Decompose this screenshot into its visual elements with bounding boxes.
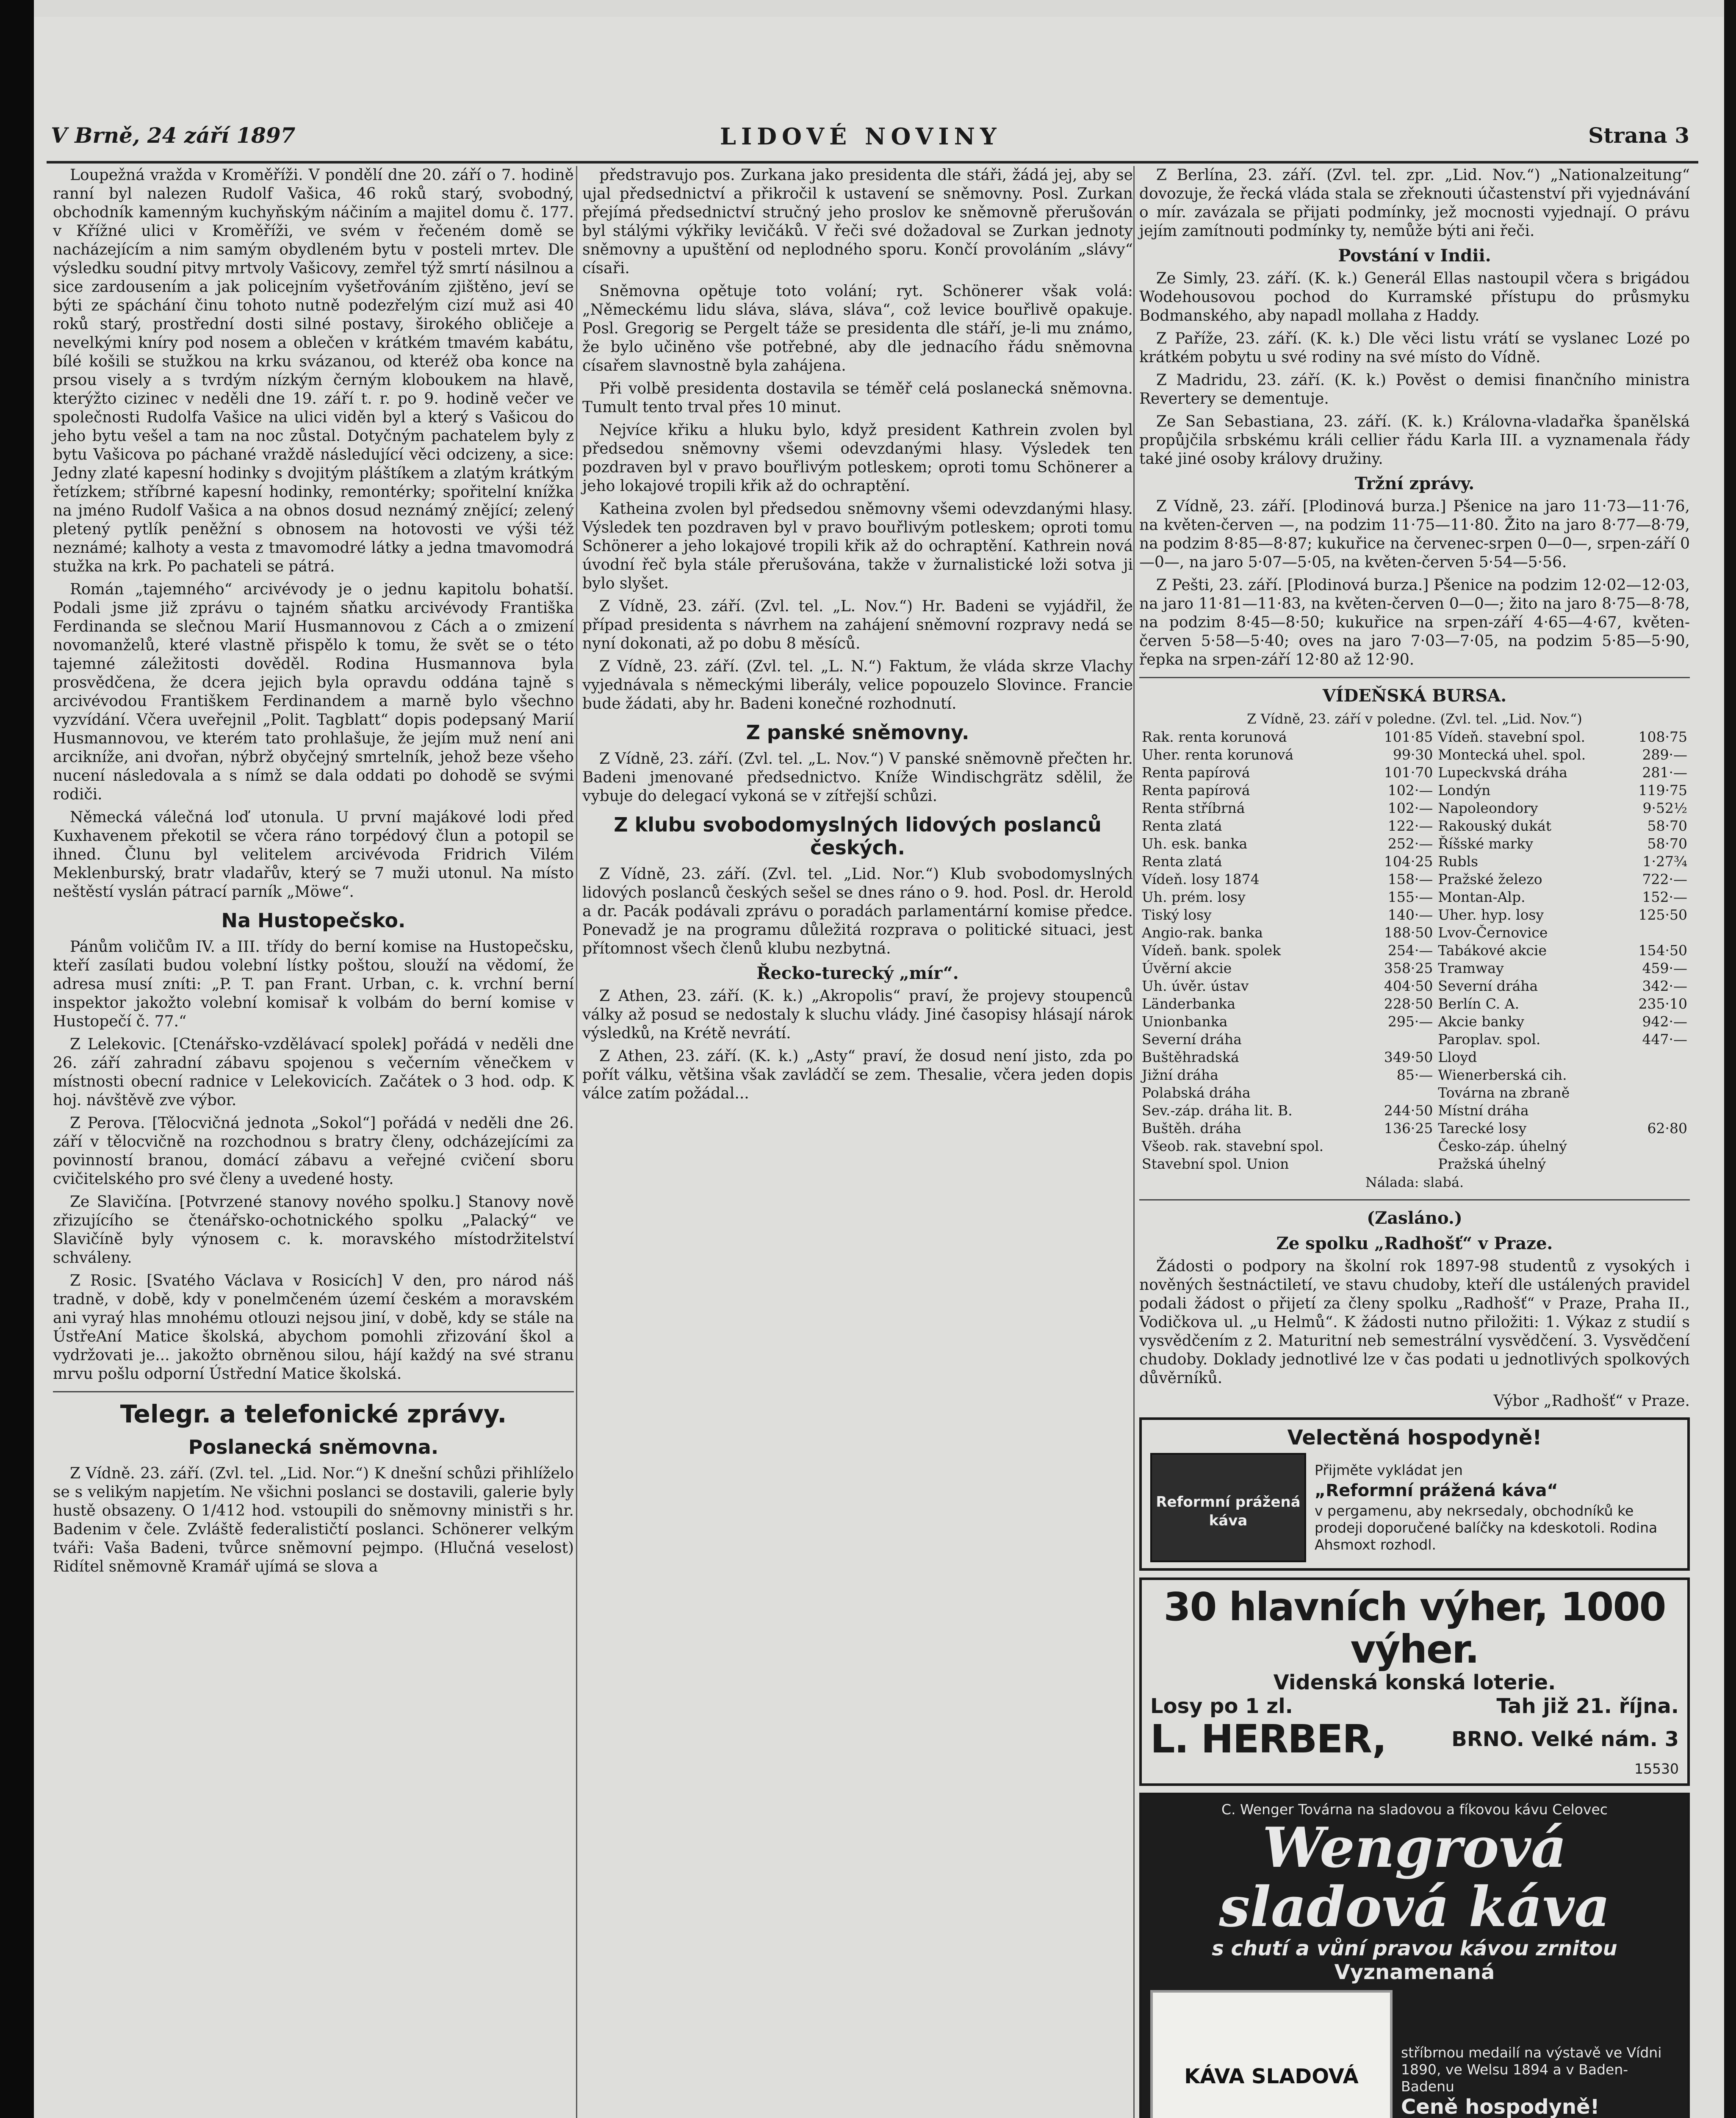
bursa-mood: Nálada: slabá.	[1365, 1174, 1464, 1190]
bursa-price: 108·75	[1638, 729, 1687, 745]
bursa-item: Berlín C. A.	[1438, 995, 1520, 1012]
bursa-price: 252·—	[1387, 835, 1433, 852]
bursa-item: Severní dráha	[1142, 1031, 1242, 1048]
bursa-price: 289·—	[1642, 746, 1687, 763]
bursa-price: 404·50	[1384, 978, 1433, 994]
heading-radhost: Ze spolku „Radhošť“ v Praze.	[1276, 1234, 1553, 1253]
ad-wengrova-kava	[1139, 1793, 1690, 2118]
bursa-price: 295·—	[1387, 1013, 1433, 1030]
ad-reformni-line2: v pergamenu, aby nekrsedaly, obchodníků ke prodeji doporučené balíčky na kdeskotoli. Rodina Ahsmoxt rozhodl.	[1315, 1503, 1658, 1553]
signature-radhost: Výbor „Radhošť“ v Praze.	[1493, 1392, 1690, 1410]
bursa-price: 349·50	[1384, 1049, 1433, 1065]
bursa-price: 102·—	[1387, 800, 1433, 816]
heading-zaslano: (Zasláno.)	[1367, 1208, 1462, 1228]
bursa-item: Montan-Alp.	[1438, 889, 1526, 905]
bursa-price	[1623, 1102, 1690, 1120]
ad-wengrova-top: C. Wenger Továrna na sladovou a fíkovou kávu Celovec	[1221, 1801, 1608, 1818]
bursa-row	[1139, 817, 1690, 835]
issue-date: V Brně, 24 září 1897	[51, 123, 296, 148]
bursa-row	[1139, 870, 1690, 888]
article-athen2: Z Athen, 23. září. (K. k.) „Asty“ praví, že dosud není jisto, zda po pořít válku, většina však zavládčí se zem. Thesalie, včera jeden dopis válce zatím požádal...	[582, 1048, 1133, 1102]
heading-poslanecka: Poslanecká sněmovna.	[188, 1436, 439, 1458]
article-volba: Při volbě presidenta dostavila se téměř celá poslanecká sněmovna. Tumult tento trval přes 10 minut.	[582, 380, 1133, 416]
article-hustopecsko: Pánům voličům IV. a III. třídy do berní komise na Hustopečsku, kteří zasílati budou volební lístky poštou, slouží na vědomí, že adresa musí zníti: „P. T. pan Frant. Urban, c. k. vrchní berní inspektor jakožto volební komisař k volbám do berní komise v Hustopečí č. 77.“	[53, 938, 574, 1030]
column-divider	[576, 166, 577, 2118]
bursa-price: 101·70	[1384, 764, 1433, 781]
article-pariz: Z Paříže, 23. září. (K. k.) Dle věci listu vrátí se vyslanec Lozé po krátkém pobytu u své rodiny na své místo do Vídně.	[1139, 330, 1690, 366]
bursa-price: 102·—	[1387, 782, 1433, 798]
bursa-price	[1369, 1084, 1436, 1102]
article-zurkan: předstravujo pos. Zurkana jako presidenta dle stáři, žádá jej, aby se ujal předsednictví a přikročil k ustavení se sněmovny. Posl. Zurkan přejímá předsednictví stručný jeho proslov ke sněmovně přerušován byl stálými výkřiky levičáků. V řeči své dožadoval se Zurkan jednoty sněmovny a upuštění od neplodného sporu. Končí provoláním „slávy“ císaři.	[582, 166, 1133, 277]
bursa-price	[1369, 1031, 1436, 1048]
bursa-price: 459·—	[1642, 960, 1687, 976]
bursa-price: 125·50	[1638, 907, 1687, 923]
section-rule	[1139, 677, 1690, 678]
bursa-price	[1623, 1084, 1690, 1102]
bursa-item: Jižní dráha	[1142, 1067, 1218, 1083]
ad-wengrova-package-image	[1150, 1990, 1393, 2118]
bursa-row	[1139, 924, 1690, 942]
ad-wengrova-slogan: s chutí a vůní pravou kávou zrnitou	[1212, 1937, 1617, 1960]
bursa-item: Länderbanka	[1142, 995, 1235, 1012]
bursa-price: 722·—	[1642, 871, 1687, 887]
bursa-price: 188·50	[1384, 924, 1433, 941]
bursa-item: Uher. hyp. losy	[1438, 907, 1544, 923]
ad-wengrova-title: Wengrová sladová káva	[1219, 1815, 1610, 1939]
ad-wengrova-label: Ceně hospodyně!	[1401, 2095, 1600, 2118]
bursa-item: Továrna na zbraně	[1438, 1084, 1570, 1101]
bursa-row	[1139, 1013, 1690, 1031]
article-madrid: Z Madridu, 23. září. (K. k.) Pověst o demisi finančního ministra Revertery se dementuje.	[1139, 371, 1690, 408]
bursa-price: 358·25	[1384, 960, 1433, 976]
bursa-item: Tabákové akcie	[1438, 942, 1547, 959]
bursa-item: Vídeň. bank. spolek	[1142, 942, 1281, 959]
ad-loterie-draw: Tah již 21. října.	[1496, 1694, 1679, 1718]
bursa-item: Montecká uhel. spol.	[1438, 746, 1586, 763]
bursa-price: 235·10	[1638, 995, 1687, 1012]
bursa-row	[1139, 977, 1690, 995]
bursa-item: Akcie banky	[1438, 1013, 1524, 1030]
heading-indie: Povstání v Indii.	[1338, 246, 1491, 266]
bursa-row	[1139, 1155, 1690, 1173]
article-slavicin: Ze Slavičína. [Potvrzené stanovy nového spolku.] Stanovy nově zřizujícího se čtenářsko-ochotnického spolku „Palacký“ ve Slavičíně byly výnosem c. k. moravského místodržitelství schváleny.	[53, 1193, 574, 1267]
bursa-row	[1139, 853, 1690, 870]
bursa-item: Tiský losy	[1142, 907, 1212, 923]
bursa-item: Sev.-záp. dráha lit. B.	[1142, 1102, 1293, 1119]
bursa-row	[1139, 764, 1690, 782]
bursa-item: Uh. esk. banka	[1142, 835, 1248, 852]
bursa-price: 152·—	[1642, 889, 1687, 905]
article-san-sebastian: Ze San Sebastiana, 23. září. (K. k.) Královna-vladařka španělská propůjčila srbskému králi cellier řádu Karla III. a vyznamenala řády také jiné osoby královy družiny.	[1139, 413, 1690, 468]
masthead-rule	[47, 161, 1698, 164]
bursa-price	[1623, 1155, 1690, 1173]
bursa-price: 1·27¾	[1642, 853, 1687, 870]
bursa-item: Lvov-Černovice	[1438, 924, 1548, 941]
article-schonerer: Sněmovna opětuje toto volání; ryt. Schönerer však volá: „Německému lidu sláva, sláva, sláva“, což levice bouřlivě opakuje. Posl. Gregorig se Pergelt táže se presidenta dle stáří, je-li mu známo, že bylo učiněno vše potřebné, aby dle jednacího řádu sněmovna císařem slavnostně byla zahájena.	[582, 283, 1133, 374]
bursa-price: 104·25	[1384, 853, 1433, 870]
article-vieden-snemovna: Z Vídně. 23. září. (Zvl. tel. „Lid. Nor.“) K dnešní schůzi přihlíželo se s velikým napjetím. Ne všichni poslanci se dostavili, galerie byly hustě obsazeny. O 1/412 hod. vstoupili do sněmovny ministři s hr. Badenim v čele. Zvláště federalističtí poslanci. Schönerer velkým tváři: Vaša Badeni, tvůrce sněmovní pejmpo. (Hlučná veselost) Ridítel sněmovně Kramář ujímá se slova a	[53, 1465, 574, 1575]
ad-loterie-name: Videnská konská loterie.	[1273, 1671, 1556, 1694]
ad-wengrova-pack-label: KÁVA SLADOVÁ	[1184, 2065, 1359, 2088]
bursa-row	[1139, 799, 1690, 817]
bursa-row	[1139, 1120, 1690, 1137]
bursa-row	[1139, 1084, 1690, 1102]
bursa-item: Renta papírová	[1142, 764, 1250, 781]
bursa-item: Severní dráha	[1438, 978, 1538, 994]
bursa-row	[1139, 1048, 1690, 1066]
article-kathrein: Nejvíce křiku a hluku bylo, když president Kathrein zvolen byl předsedou sněmovny všemi odevzdanými hlasy. Výsledek ten pozdraven byl v pravo bouřlivým potleskem; oproti tomu Schönerer a jeho lokajové tropili křik až do ochraptění.	[582, 421, 1133, 495]
bursa-price	[1369, 1155, 1436, 1173]
bursa-row	[1139, 728, 1690, 746]
heading-panska: Z panské sněmovny.	[746, 721, 969, 744]
bursa-price: 62·80	[1647, 1120, 1687, 1137]
bursa-price: 136·25	[1384, 1120, 1433, 1137]
article-kathrein-rec: Katheina zvolen byl předsedou sněmovny všemi odevzdanými hlasy. Výsledek ten pozdraven byl v pravo bouřlivým potleskem; oproti tomu Schönerer a jeho lokajové tropili křik až do ochraptění. Kathrein nová úvodní řeč byla stále přerušována, takže v žurnalistické loži sotva ji bylo slyšet.	[582, 500, 1133, 592]
bursa-price: 99·30	[1393, 746, 1433, 763]
bursa-row	[1139, 888, 1690, 906]
ad-loterie-headline: 30 hlavních výher, 1000 výher.	[1163, 1584, 1666, 1672]
bursa-price: 119·75	[1638, 782, 1687, 798]
bursa-item: Uh. prém. losy	[1142, 889, 1246, 905]
ad-loterie-number: 15530	[1634, 1760, 1679, 1777]
newspaper-title: LIDOVÉ NOVINY	[720, 123, 1002, 150]
bursa-row	[1139, 1031, 1690, 1048]
bursa-row	[1139, 746, 1690, 764]
section-rule	[53, 1391, 574, 1392]
bursa-item: Lloyd	[1438, 1049, 1477, 1065]
bursa-item: Angio-rak. banka	[1142, 924, 1263, 941]
bursa-item: Tarecké losy	[1438, 1120, 1527, 1137]
bursa-price: 942·—	[1642, 1013, 1687, 1030]
bursa-price: 158·—	[1387, 871, 1433, 887]
bursa-price: 9·52½	[1642, 800, 1687, 816]
bursa-price: 140·—	[1387, 907, 1433, 923]
ad-reformni-title: Velectěná hospodyně!	[1287, 1426, 1542, 1450]
heading-videnska-bursa: VÍDEŇSKÁ BURSA.	[1322, 686, 1507, 706]
article-kromeriz: Loupežná vražda v Kroměříži. V pondělí dne 20. září o 7. hodině ranní byl nalezen Rudolf Vašica, 46 roků starý, svobodný, obchodník kamenným kuchyňským náčiním a majitel domu č. 177. v Křížné ulici v Kroměříži, ve svém v řečeném domě se nacházejícím a nim samým obydleném bytu v posteli mrtev. Dle výsledku soudní pitvy mrtvoly Vašicovy, zemřel týž smrtí násilnou a sice zardousením a jak policejním vyšetřováním zjištěno, jeví se býti ze spáchání činu tohoto nutně podezřelým cizí muž asi 40 roků starý, prostřední dosti silné postavy, širokého obličeje a nevelkými kníry pod nosem a oblečen v krátkém tmavém kabátu, bílé košili se stužkou na krku svázanou, od kteréž oba konce na prsou visely a s tvrdým nízkým černým kloboukem na hlavě, kterýžto cizinec v neděli dne 19. září t. r. po 9. hodině večer ve společnosti Rudolfa Vašice na ulici viděn byl a který s Vašicou do jeho bytu vešel a tam na noc zůstal. Dotyčným pachatelem byly z bytu Vašicova po páchané vraždě následující věci odcizeny, a sice: Jedny zlaté kapesní hodinky s dvojitým pláštíkem a zlatým krátkým řetízkem; stříbrné kapesní hodinky, remontérky; spořitelní knížka na jméno Rudolf Vašica a na obnos dosud neznámý znějící; zelený pletený pytlík peněžní s obnosem na hotovosti ve výši též neznámé; kalhoty a vesta z tmavomodré látky a jedna tmavomodrá stužka na krk. Po pachateli se pátrá.	[53, 166, 574, 575]
bursa-price	[1623, 1048, 1690, 1066]
bursa-row	[1139, 959, 1690, 977]
bursa-price: 58·70	[1647, 818, 1687, 834]
bursa-price: 85·—	[1396, 1067, 1433, 1083]
article-badeni: Z Vídně, 23. září. (Zvl. tel. „L. Nov.“) Hr. Badeni se vyjádřil, že případ presidenta s návrhem na zahájení sněmovní rozpravy nedá se nyní dokonati, až po dobu 8 měsíců.	[582, 598, 1133, 652]
bursa-row	[1139, 782, 1690, 799]
bursa-item: Renta zlatá	[1142, 853, 1222, 870]
heading-telegr: Telegr. a telefonické zprávy.	[120, 1400, 507, 1428]
bursa-row	[1139, 942, 1690, 959]
bursa-item: Rak. renta korunová	[1142, 729, 1287, 745]
bursa-item: Polabská dráha	[1142, 1084, 1251, 1101]
column-right	[1139, 166, 1690, 2118]
bursa-item: Renta zlatá	[1142, 818, 1222, 834]
bursa-item: Renta stříbrná	[1142, 800, 1245, 816]
article-rosice: Z Rosic. [Svatého Václava v Rosicích] V den, pro národ náš tradně, v době, kdy v ponelmčeném území českém a moravském ani vyraý hlas mnohému otlouzi nejsou jiní, v době, kdy se stále na ÚstřeAní Matice školská, abychom pomohli zřizování škol a vydržovati je... jakožto obrněnou silou, hájí každý na své stranu mrvu pošlu odporní Ústřední Matice školská.	[53, 1272, 574, 1383]
bursa-price: 254·—	[1387, 942, 1433, 959]
ad-loterie-price: Losy po 1 zl.	[1150, 1694, 1293, 1718]
bursa-item: Všeob. rak. stavební spol.	[1142, 1138, 1324, 1154]
article-berlin: Z Berlína, 23. září. (Zvl. tel. zpr. „Lid. Nov.“) „Nationalzeitung“ dovozuje, že řecká vláda stala se zřeknouti účastenství při vyjednávání o mír. zavázala se přijati podmínky, jež mocnosti vyjednají. O právu jejím zamítnouti podmínky ty, nemůže býti ani řeči.	[1139, 166, 1690, 240]
ad-loterie-city: BRNO. Velké nám. 3	[1451, 1727, 1679, 1751]
bursa-item: Lupeckvská dráha	[1438, 764, 1567, 781]
bursa-item: Rakouský dukát	[1438, 818, 1552, 834]
bursa-price: 101·85	[1384, 729, 1433, 745]
bursa-item: Pražská úhelný	[1438, 1156, 1546, 1172]
bursa-item: Říšské marky	[1438, 835, 1533, 852]
bursa-item: Uher. renta korunová	[1142, 746, 1294, 763]
bursa-row	[1139, 835, 1690, 853]
bursa-price: 58·70	[1647, 835, 1687, 852]
bursa-price	[1623, 1137, 1690, 1155]
article-pest-burza: Z Pešti, 23. září. [Plodinová burza.] Pšenice na podzim 12·02—12·03, na jaro 11·81—11·83, na květen-červen 0—0—; žito na jaro 8·75—8·78, na podzim 8·45—8·50; kukuřice na srpen-září 4·65—4·67, květen-červen 5·58—5·40; oves na jaro 7·03—7·05, na podzim 5·85—5·90, řepka na srpen-září 12·80 až 12·90.	[1139, 577, 1690, 668]
bursa-price: 122·—	[1387, 818, 1433, 834]
bursa-price	[1623, 1066, 1690, 1084]
bursa-row	[1139, 1102, 1690, 1120]
ad-reformni-brand: Reformní prážená káva	[1156, 1494, 1301, 1529]
heading-trzni: Tržní zprávy.	[1354, 474, 1475, 493]
bursa-item: Vídeň. losy 1874	[1142, 871, 1260, 887]
bursa-item: Místní dráha	[1438, 1102, 1529, 1119]
article-lelekovice: Z Lelekovic. [Ctenářsko-vzdělávací spolek] pořádá v neděli dne 26. září zahradní zábavu spojenou s večerním věnečkem v místnosti obecní radnice v Lelekovicích. Začátek o 3 hod. odp. K hoj. návštěvě zve výbor.	[53, 1036, 574, 1109]
page-number: Strana 3	[1588, 123, 1689, 148]
bursa-price	[1623, 924, 1690, 942]
article-viden-burza: Z Vídně, 23. září. [Plodinová burza.] Pšenice na jaro 11·73—11·76, na květen-červen —, na podzim 11·75—11·80. Žito na jaro 8·77—8·79, na podzim 8·85—8·87; kukuřice na červenec-srpen 0—0—, srpen-září 0—0—, na jaro 5·07—5·05, na květen-červen 5·54—5·56.	[1139, 498, 1690, 571]
article-perov: Z Perova. [Tělocvičná jednota „Sokol“] pořádá v neděli dne 26. září v tělocvičně na rozchodnou s bratry členy, odcházejícími za povinností branou, domácí zábavu a veřejné cvičení sboru cvičitelského pro své členy a uvedené hosty.	[53, 1114, 574, 1188]
bursa-item: Paroplav. spol.	[1438, 1031, 1541, 1048]
heading-recko: Řecko-turecký „mír“.	[756, 963, 959, 983]
bursa-row	[1139, 906, 1690, 924]
bursa-subtitle: Z Vídně, 23. září v poledne. (Zvl. tel. „Lid. Nov.“)	[1247, 711, 1582, 727]
article-arcivevoda: Román „tajemného“ arcivévody je o jednu kapitolu bohatší. Podali jsme již zprávu o tajném sňatku arcivévody Františka Ferdinanda se slečnou Marií Husmannovou z Cách a o zmizení novomanželů, které vlastně přispělo k tomu, že svět se o této tajemné záležitosti dověděl. Rodina Husmannova byla prosvědčena, že dcera jejich byla opravdu oddána tajně s arcivévodou Františkem Ferdinandem a marně bylo všechno vyzvídání. Včera uveřejnil „Polit. Tagblatt“ dopis podepsaný Marií Husmannovou, ve kterém tato prohlašuje, že jejím muž není ani arcikníže, ani dvořan, nýbrž obyčejný smrtelník, jehož beze všeho nucení následovala a s nímž se dala oddati po dohodě se svými rodiči.	[53, 581, 574, 803]
article-simla: Ze Simly, 23. září. (K. k.) Generál Ellas nastoupil včera s brigádou Wodehousovou pochod do Kurramské přístupu do průsmyku Bodmanského, aby napadl mollaha z Haddy.	[1139, 270, 1690, 324]
bursa-item: Stavební spol. Union	[1142, 1156, 1289, 1172]
scan-left-border	[0, 0, 34, 2118]
column-divider	[1133, 166, 1135, 2118]
ad-wengrova-medals: stříbrnou medailí na výstavě ve Vídni 1890, ve Welsu 1894 a v Baden-Badenu	[1401, 2044, 1662, 2095]
bursa-price: 447·—	[1642, 1031, 1687, 1048]
column-left	[53, 166, 574, 2118]
scan-right-border	[1724, 0, 1736, 2118]
bursa-price: 228·50	[1384, 995, 1433, 1012]
bursa-row	[1139, 1137, 1690, 1155]
article-athen1: Z Athen, 23. září. (K. k.) „Akropolis“ praví, že projevy stoupenců války až posud se nedostaly k sluchu vlády. Jiné časopisy hlásají nárok výsledků, na Krétě nevrátí.	[582, 987, 1133, 1042]
bursa-item: Česko-záp. úhelný	[1438, 1138, 1567, 1154]
ad-wengrova-honors: Vyznamenaná	[1334, 1960, 1495, 1984]
heading-hustopecsko: Na Hustopečsko.	[221, 909, 406, 932]
heading-klub: Z klubu svobodomyslných lidových poslanců českých.	[614, 813, 1102, 859]
bursa-item: Tramway	[1438, 960, 1504, 976]
ad-reformni-kava	[1139, 1417, 1690, 1571]
ad-reformni-main: „Reformní prážená káva“	[1315, 1481, 1558, 1500]
column-middle	[582, 166, 1133, 2118]
bursa-price: 244·50	[1384, 1102, 1433, 1119]
bursa-item: Napoleondory	[1438, 800, 1538, 816]
bursa-table	[1139, 728, 1690, 1173]
bursa-item: Úvěrní akcie	[1142, 960, 1232, 976]
bursa-price: 154·50	[1638, 942, 1687, 959]
bursa-row	[1139, 995, 1690, 1013]
ad-reformni-line1: Přijměte vykládat jen	[1315, 1462, 1463, 1478]
bursa-item: Londýn	[1438, 782, 1491, 798]
bursa-item: Vídeň. stavební spol.	[1438, 729, 1586, 745]
bursa-item: Buštěhradská	[1142, 1049, 1239, 1065]
ad-reformni-package-image	[1150, 1453, 1306, 1562]
bursa-item: Renta papírová	[1142, 782, 1250, 798]
bursa-item: Buštěh. dráha	[1142, 1120, 1241, 1137]
bursa-item: Rubls	[1438, 853, 1479, 870]
bursa-row	[1139, 1066, 1690, 1084]
article-valecna-lod: Německá válečná loď utonula. U první majákové lodi před Kuxhavenem překotil se včera ráno torpédový člun a potopil se ihned. Člunu byl velitelem arcivévoda Fridrich Vilém Meklenburský, bratr vladařův, který se 7 muži utonul. Na místo neštěstí vyslán pátrací parník „Möwe“.	[53, 809, 574, 901]
bursa-price: 342·—	[1642, 978, 1687, 994]
ad-loterie-firm: L. HERBER,	[1150, 1716, 1386, 1762]
article-radhost: Žádosti o podpory na školní rok 1897-98 studentů z vysokých i nověných šestnáctiletí, ve stavu chudoby, kteří dle ustálených pravidel podali žádost o přijetí za členy spolku „Radhošť“ v Praze, Praha II., Vodičkova ul. „u Helmů“. K žádosti nutno přiložiti: 1. Výkaz z studií s vysvědčením z 2. Maturitní neb semestrální vysvědčení. 3. Vysvědčení chudoby. Doklady jednotlivé lze v čas podati u jednotlivých spolkových důvěrníků.	[1139, 1258, 1690, 1387]
bursa-price: 155·—	[1387, 889, 1433, 905]
bursa-price: 281·—	[1642, 764, 1687, 781]
bursa-item: Wienerberská cih.	[1438, 1067, 1567, 1083]
article-klub: Z Vídně, 23. září. (Zvl. tel. „Lid. Nor.“) Klub svobodomyslných lidových poslanců českých sešel se dnes ráno o 9. hod. Posl. dr. Herold a dr. Pacák podávali zprávu o poradách parlamentární komise předce. Ponevadž je na programu důležitá rozprava o politické situaci, jest přítomnost všech členů klubu nezbytná.	[582, 865, 1133, 957]
ad-loterie	[1139, 1577, 1690, 1786]
bursa-item: Unionbanka	[1142, 1013, 1228, 1030]
article-panska: Z Vídně, 23. září. (Zvl. tel. „L. Nov.“) V panské sněmovně přečten hr. Badeni jmenované předsednictvo. Kníže Windischgrätz sdělil, že vybuje do delegací vykoná se v zítřejší schůzi.	[582, 750, 1133, 805]
article-vlachy: Z Vídně, 23. září. (Zvl. tel. „L. N.“) Faktum, že vláda skrze Vlachy vyjednávala s německými liberály, velice popouzelo Slovince. Francie bude žádati, aby hr. Badeni konečné rozhodnutí.	[582, 658, 1133, 712]
bursa-item: Pražské železo	[1438, 871, 1542, 887]
bursa-item: Uh. úvěr. ústav	[1142, 978, 1249, 994]
section-rule	[1139, 1199, 1690, 1200]
bursa-price	[1369, 1137, 1436, 1155]
